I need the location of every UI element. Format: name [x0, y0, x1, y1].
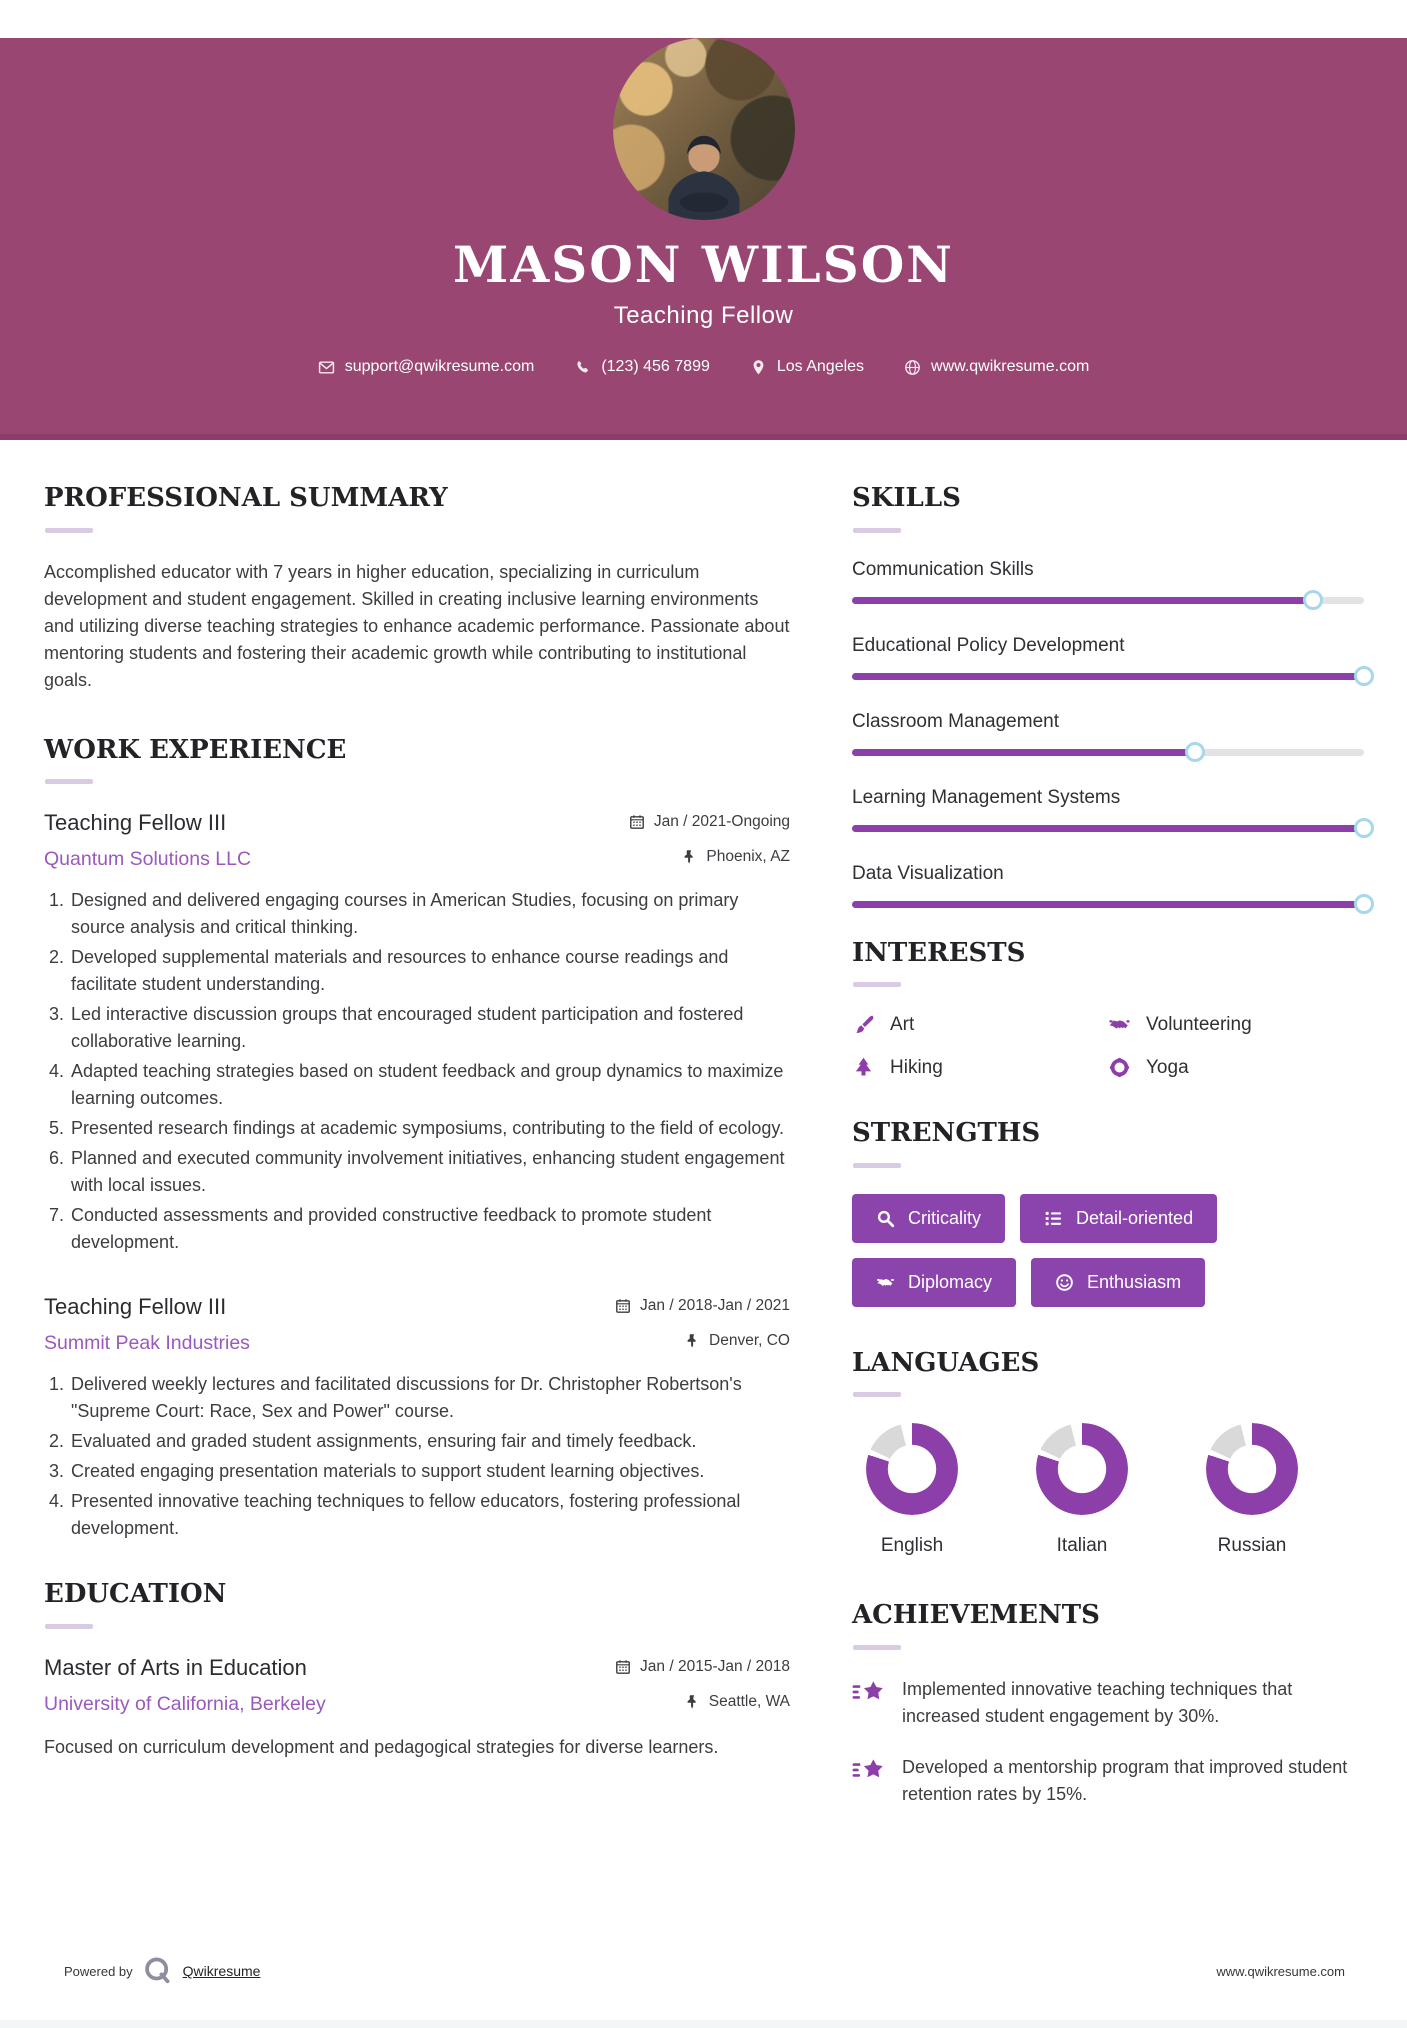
job-date [629, 813, 790, 831]
pushpin-icon [684, 1333, 700, 1349]
pushpin-icon [684, 1694, 700, 1710]
interests-heading: INTERESTS [852, 937, 1026, 968]
education-heading: EDUCATION [44, 1579, 227, 1610]
shooting-star-icon [852, 1678, 886, 1706]
powered-by-label: Powered by [64, 1963, 133, 1979]
job-company: Summit Peak Industries [44, 1332, 250, 1355]
education-entry [44, 1655, 790, 1761]
calendar-icon [615, 1659, 631, 1675]
strength-badge [852, 1194, 1005, 1243]
strengths-heading: STRENGTHS [852, 1118, 1041, 1149]
interest-label: Hiking [890, 1056, 943, 1078]
shooting-star-icon [852, 1756, 886, 1784]
interest-label: Art [890, 1013, 915, 1035]
job-head-row [44, 1294, 790, 1320]
contact-text: www.qwikresume.com [931, 358, 1090, 375]
job-company: Quantum Solutions LLC [44, 848, 252, 871]
resume-header [0, 38, 1407, 440]
interests-section [852, 939, 1364, 1080]
contact-item [750, 358, 864, 376]
heading-rule [45, 779, 93, 784]
skill-row [852, 787, 1364, 832]
job-bullet: 4. Adapted teaching strategies based on student feedback and group dynamics to maximize learning outcomes. [69, 1058, 790, 1112]
skill-slider-fill [852, 673, 1364, 680]
language-item [1036, 1423, 1128, 1557]
heading-rule [45, 528, 93, 533]
school-name: University of California, Berkeley [44, 1692, 326, 1715]
candidate-title: Teaching Fellow [613, 302, 794, 329]
strength-badge [852, 1258, 1016, 1307]
contact-row [0, 358, 1407, 376]
job-date-text: Jan / 2018-Jan / 2021 [640, 1297, 790, 1315]
job-title: Teaching Fellow III [44, 810, 227, 836]
calendar-icon [629, 814, 645, 830]
interest-label: Yoga [1146, 1056, 1189, 1078]
calendar-icon [615, 1298, 631, 1314]
skill-slider-fill [852, 901, 1364, 908]
skill-slider-knob[interactable] [1303, 590, 1323, 610]
left-column [44, 484, 790, 1832]
summary-text: Accomplished educator with 7 years in higher education, specializing in curriculum development and student engagement. Skilled in creating inclusive learning environments and utilizing diverse teaching strategies to enhance academic performance. Passionate about mentoring students and fostering their academic growth while contributing to institutional goals. [44, 561, 790, 690]
achievement-text: Developed a mentorship program that improved student retention rates by 15%. [902, 1756, 1348, 1804]
skill-slider-knob[interactable] [1354, 666, 1374, 686]
strength-label: Enthusiasm [1087, 1271, 1182, 1292]
language-donut-chart [1206, 1423, 1298, 1515]
heading-rule [853, 982, 901, 987]
heading-rule [853, 1645, 901, 1650]
education-section [44, 1580, 790, 1761]
job-sub-row [44, 1332, 790, 1355]
job-bullet: 3. Led interactive discussion groups that encouraged student participation and fostered collaborative learning. [69, 1001, 790, 1055]
skill-label: Learning Management Systems [852, 786, 1121, 808]
handshake-icon [1108, 1013, 1131, 1036]
job-bullet: 5. Presented research findings at academic symposiums, contributing to the field of ecology. [69, 1115, 790, 1142]
strength-label: Detail-oriented [1076, 1207, 1194, 1228]
strength-badge [1031, 1258, 1205, 1307]
interest-item [852, 1056, 1108, 1079]
achievement-item [852, 1754, 1364, 1808]
right-column [852, 484, 1364, 1832]
languages-section [852, 1349, 1364, 1558]
language-label: English [880, 1535, 944, 1557]
skill-label: Educational Policy Development [852, 634, 1125, 656]
job-location-text: Phoenix, AZ [706, 848, 790, 866]
job-bullet: 2. Developed supplemental materials and resources to enhance course readings and facilitate student understanding. [69, 944, 790, 998]
job-bullet-list [44, 887, 790, 1256]
interest-item [852, 1013, 1108, 1036]
contact-text: support@qwikresume.com [344, 358, 535, 375]
strength-label: Diplomacy [908, 1271, 993, 1292]
strengths-list [852, 1194, 1364, 1307]
job-location [681, 848, 790, 866]
resume-body [0, 440, 1407, 1832]
interest-item [1108, 1013, 1364, 1036]
website-icon [904, 359, 921, 376]
phone-icon [574, 359, 591, 376]
job-head-row [44, 810, 790, 836]
job-sub-row [44, 848, 790, 871]
skill-slider-fill [852, 825, 1364, 832]
skill-slider-track[interactable] [852, 901, 1364, 908]
skills-section [852, 484, 1364, 908]
smiley-icon [1055, 1273, 1074, 1292]
pushpin-icon [684, 1694, 700, 1710]
skill-row [852, 711, 1364, 756]
skill-label: Classroom Management [852, 710, 1059, 732]
job-bullet: 2. Evaluated and graded student assignments, ensuring fair and timely feedback. [69, 1428, 790, 1455]
degree-title: Master of Arts in Education [44, 1654, 307, 1680]
contact-item[interactable] [904, 358, 1089, 376]
paintbrush-icon [852, 1013, 875, 1036]
job-location-text: Denver, CO [709, 1332, 790, 1350]
interest-item [1108, 1056, 1364, 1079]
handshake-icon [876, 1273, 895, 1292]
professional-summary-section [44, 484, 790, 694]
job-bullet-list [44, 1371, 790, 1542]
magnifier-icon [876, 1209, 895, 1228]
profile-photo [613, 38, 795, 220]
heading-rule [853, 1163, 901, 1168]
skill-slider-track[interactable] [852, 673, 1364, 680]
education-date: Jan / 2015-Jan / 2018 [615, 1658, 790, 1676]
person-silhouette [633, 123, 775, 220]
skill-row [852, 863, 1364, 908]
skills-list [852, 559, 1364, 908]
language-item [1206, 1423, 1298, 1557]
job-list [44, 810, 790, 1542]
footer-website-link[interactable]: www.qwikresume.com [1216, 1963, 1345, 1979]
work-experience-section [44, 736, 790, 1543]
achievements-list [852, 1676, 1364, 1808]
achievement-text: Implemented innovative teaching techniques that increased student engagement by 30%. [902, 1678, 1293, 1726]
job-bullet: 4. Presented innovative teaching techniques to fellow educators, fostering professional development. [69, 1488, 790, 1542]
contact-text: (123) 456 7899 [601, 358, 710, 375]
language-donut-chart [1036, 1423, 1128, 1515]
skill-row [852, 559, 1364, 604]
email-icon [318, 359, 335, 376]
skill-slider-track[interactable] [852, 749, 1364, 756]
job-bullet: 3. Created engaging presentation materials to support student learning objectives. [69, 1458, 790, 1485]
job-bullet: 1. Delivered weekly lectures and facilitated discussions for Dr. Christopher Robertson's "Supreme Court: Race, Sex and Power" course. [69, 1371, 790, 1425]
skill-slider-track[interactable] [852, 825, 1364, 832]
languages-list [852, 1423, 1364, 1557]
achievements-section [852, 1601, 1364, 1808]
heading-rule [853, 1392, 901, 1397]
languages-heading: LANGUAGES [852, 1347, 1040, 1378]
language-label: Italian [1056, 1535, 1108, 1557]
summary-heading: PROFESSIONAL SUMMARY [44, 483, 448, 513]
candidate-name: MASON WILSON [453, 235, 954, 294]
job-title: Teaching Fellow III [44, 1294, 227, 1320]
calendar-icon [615, 1659, 631, 1675]
skill-slider-fill [852, 597, 1313, 604]
skill-label: Communication Skills [852, 558, 1034, 580]
skill-label: Data Visualization [852, 862, 1004, 884]
skill-row [852, 635, 1364, 680]
bottom-strip [0, 2020, 1407, 2028]
yoga-icon [1108, 1056, 1131, 1079]
heading-rule [45, 1624, 93, 1629]
work-heading: WORK EXPERIENCE [44, 734, 347, 765]
job-entry [44, 1294, 790, 1542]
contact-text: Los Angeles [776, 358, 865, 375]
strengths-section [852, 1119, 1364, 1307]
language-label: Russian [1217, 1535, 1287, 1557]
language-item [866, 1423, 958, 1557]
job-bullet: 1. Designed and delivered engaging courses in American Studies, focusing on primary source analysis and critical thinking. [69, 887, 790, 941]
list-icon [1044, 1209, 1063, 1228]
pushpin-icon [681, 849, 697, 865]
education-location: Seattle, WA [684, 1693, 790, 1711]
skill-slider-track[interactable] [852, 597, 1364, 604]
job-bullet: 7. Conducted assessments and provided constructive feedback to promote student development. [69, 1202, 790, 1256]
tree-icon [852, 1056, 875, 1079]
location-icon [750, 359, 767, 376]
skill-slider-fill [852, 749, 1195, 756]
interest-label: Volunteering [1146, 1013, 1252, 1035]
job-date [615, 1297, 790, 1315]
qwikresume-logo-icon [143, 1956, 173, 1986]
achievements-heading: ACHIEVEMENTS [852, 1600, 1100, 1631]
achievement-item [852, 1676, 1364, 1730]
skill-slider-knob[interactable] [1354, 894, 1374, 914]
contact-item[interactable] [574, 358, 710, 376]
strength-badge [1020, 1194, 1217, 1243]
job-bullet: 6. Planned and executed community involvement initiatives, enhancing student engagement with local issues. [69, 1145, 790, 1199]
job-location [684, 1332, 790, 1350]
heading-rule [853, 528, 901, 533]
job-entry [44, 810, 790, 1256]
contact-item[interactable] [318, 358, 535, 376]
strength-label: Criticality [908, 1207, 982, 1228]
page-footer [64, 1956, 1345, 1986]
job-date-text: Jan / 2021-Ongoing [653, 813, 790, 831]
skills-heading: SKILLS [852, 483, 961, 513]
skill-slider-knob[interactable] [1354, 818, 1374, 838]
education-description: Focused on curriculum development and pedagogical strategies for diverse learners. [44, 1736, 719, 1757]
qwikresume-link[interactable]: Qwikresume [182, 1963, 261, 1979]
language-donut-chart [866, 1423, 958, 1515]
interests-list [852, 1013, 1364, 1079]
skill-slider-knob[interactable] [1185, 742, 1205, 762]
